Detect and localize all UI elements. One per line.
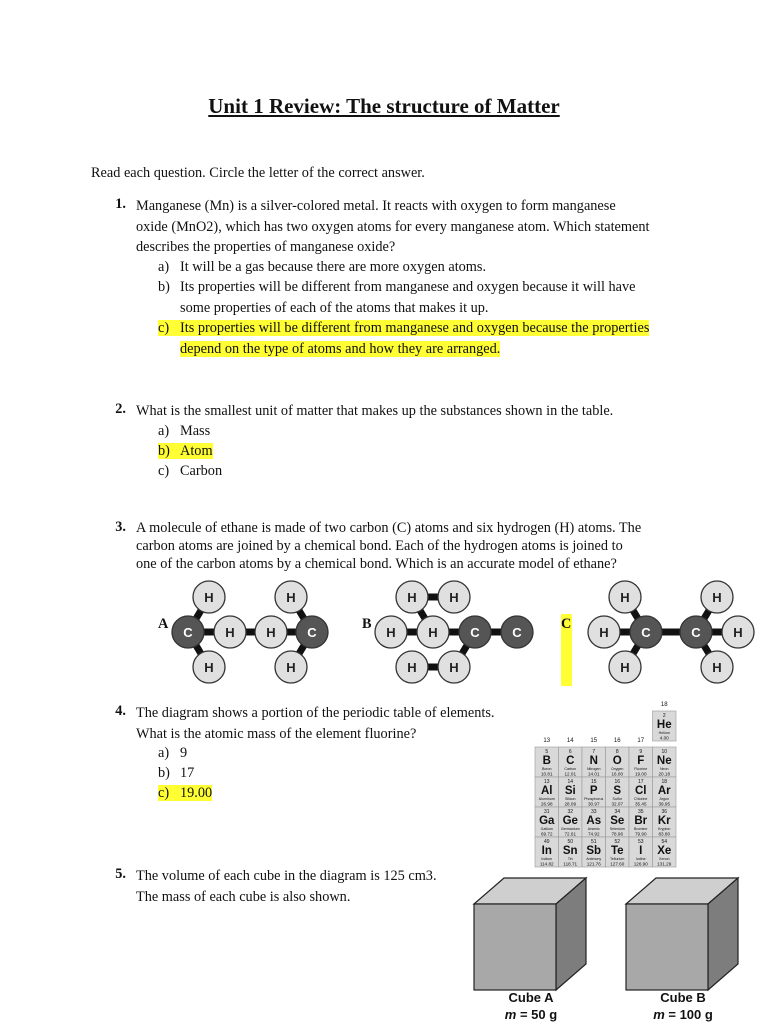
q3-line: A molecule of ethane is made of two carbon (C) atoms and six hydrogen (H) atoms. The (136, 520, 642, 536)
element-name: Aluminum (538, 797, 555, 801)
option-text: 9 (180, 745, 188, 761)
element-symbol: Xe (657, 845, 672, 857)
svg-text:H: H (204, 660, 214, 675)
model-b-hydrogen-atom (396, 581, 428, 613)
element-symbol: Se (610, 815, 625, 827)
element-symbol: O (612, 755, 622, 767)
svg-text:H: H (599, 625, 609, 640)
model-b-hydrogen-atom (396, 651, 428, 683)
element-mass: 126.90 (633, 861, 648, 867)
model-b-label[interactable]: B (362, 616, 372, 632)
element-number: 51 (590, 839, 597, 845)
cube-b-label: Cube B (660, 990, 706, 1005)
element-number: 32 (567, 809, 574, 815)
element-number: 10 (661, 749, 668, 755)
element-number: 33 (590, 809, 597, 815)
model-c-hydrogen-atom (588, 616, 620, 648)
option-text: 19.00 (180, 785, 213, 801)
element-name: Tin (567, 857, 573, 861)
element-name: Tellurium (610, 857, 625, 861)
option-text: Carbon (180, 463, 223, 479)
group-number: 18 (660, 702, 668, 708)
element-mass: 127.60 (610, 861, 625, 867)
element-name: Gallium (540, 827, 553, 831)
element-name: Sulfur (612, 797, 622, 801)
cube-b (622, 874, 747, 992)
element-symbol: Si (564, 785, 576, 797)
element-mass: 69.72 (541, 831, 553, 837)
model-c-hydrogen-atom (609, 581, 641, 613)
option-text: depend on the type of atoms and how they are arranged. (180, 340, 501, 357)
model-a-hydrogen-atom (193, 651, 225, 683)
option-text: Mass (180, 423, 211, 439)
svg-text:C: C (470, 625, 480, 640)
model-c-label[interactable]: C (561, 616, 572, 632)
element-mass: 20.18 (658, 771, 670, 777)
element-mass: 121.76 (586, 861, 601, 867)
model-a-hydrogen-atom (193, 581, 225, 613)
model-a-carbon-atom (172, 616, 204, 648)
option-text: It will be a gas because there are more oxygen atoms. (180, 259, 487, 275)
model-c-hydrogen-atom (722, 616, 754, 648)
option-letter: b) (158, 279, 170, 295)
q4-text (136, 703, 495, 744)
model-b-carbon-atom (501, 616, 533, 648)
element-name: Helium (658, 731, 670, 735)
option-text: Its properties will be different from manganese and oxygen because it will have (180, 279, 636, 295)
q2-option-b[interactable] (158, 441, 213, 462)
svg-text:C: C (691, 625, 701, 640)
q2-option-a[interactable] (158, 421, 210, 442)
element-number: 2 (662, 713, 666, 719)
q1-text (136, 196, 650, 258)
svg-text:H: H (407, 660, 417, 675)
q4-line: The diagram shows a portion of the periodic table of elements. (136, 705, 495, 721)
element-name: Germanium (560, 827, 580, 831)
q2-number: 2. (115, 401, 126, 417)
element-name: Selenium (609, 827, 625, 831)
q4-option-b[interactable] (158, 763, 194, 784)
element-number: 31 (543, 809, 550, 815)
element-mass: 131.29 (657, 861, 672, 867)
element-symbol: N (589, 755, 598, 767)
svg-text:H: H (286, 660, 296, 675)
svg-text:H: H (620, 590, 630, 605)
model-c-carbon-atom (630, 616, 662, 648)
model-a-carbon-atom (296, 616, 328, 648)
cube-a-mass: m = 50 g (504, 1007, 558, 1022)
model-b-carbon-atom (459, 616, 491, 648)
option-text: Its properties will be different from manganese and oxygen because the properties (180, 320, 650, 336)
group-number: 16 (613, 738, 621, 744)
model-c-hydrogen-atom (609, 651, 641, 683)
element-symbol: Al (541, 785, 553, 797)
element-mass: 35.45 (635, 801, 647, 807)
element-mass: 16.00 (611, 771, 623, 777)
element-name: Antimony (586, 857, 602, 861)
option-letter: c) (158, 320, 170, 336)
svg-text:H: H (286, 590, 296, 605)
option-text: Atom (180, 443, 213, 459)
option-text: some properties of each of the atoms that makes it up. (180, 299, 489, 316)
group-number: 14 (566, 738, 574, 744)
q2-option-c[interactable] (158, 461, 222, 482)
element-name: Nitrogen (586, 767, 601, 771)
group-number: 15 (590, 738, 598, 744)
element-mass: 114.82 (539, 861, 554, 867)
element-number: 53 (637, 839, 644, 845)
element-number: 52 (614, 839, 621, 845)
element-name: Boron (541, 767, 552, 771)
model-b-hydrogen-atom (417, 616, 449, 648)
q5-line: The mass of each cube is also shown. (136, 888, 351, 905)
element-number: 54 (661, 839, 668, 845)
element-symbol: C (566, 755, 575, 767)
model-a-hydrogen-atom (214, 616, 246, 648)
element-number: 9 (639, 749, 643, 755)
element-mass: 4.00 (659, 735, 669, 741)
element-symbol: Ar (657, 785, 671, 797)
element-symbol: Cl (635, 785, 647, 797)
element-symbol: Kr (657, 815, 671, 827)
element-number: 36 (661, 809, 668, 815)
q5-text (136, 866, 437, 907)
ethane-models (0, 578, 768, 688)
q1-line: oxide (MnO2), which has two oxygen atoms for every manganese atom. Which statement (136, 218, 650, 235)
option-letter: b) (158, 443, 170, 459)
svg-text:C: C (307, 625, 317, 640)
element-symbol: Te (610, 845, 624, 857)
svg-text:C: C (641, 625, 651, 640)
element-name: Phosphorus (584, 797, 604, 801)
element-number: 5 (545, 749, 549, 755)
model-c-hydrogen-atom (701, 651, 733, 683)
q1-option-b[interactable] (158, 277, 636, 318)
q4-option-c[interactable] (158, 783, 212, 804)
element-name: Argon (659, 797, 670, 801)
q1-line: describes the properties of manganese oxide? (136, 239, 396, 255)
svg-text:H: H (204, 590, 214, 605)
model-a-hydrogen-atom (275, 581, 307, 613)
svg-text:H: H (407, 590, 417, 605)
svg-text:H: H (733, 625, 743, 640)
svg-text:H: H (386, 625, 396, 640)
element-symbol: S (613, 785, 622, 797)
element-mass: 12.01 (564, 771, 576, 777)
group-number: 17 (637, 738, 645, 744)
element-name: Indium (541, 857, 553, 861)
model-b-hydrogen-atom (438, 581, 470, 613)
element-name: Arsenic (587, 827, 600, 831)
instructions: Read each question. Circle the letter of the correct answer. (91, 165, 425, 181)
element-symbol: Sn (562, 845, 578, 857)
svg-text:H: H (449, 660, 459, 675)
element-name: Chlorine (634, 797, 648, 801)
element-number: 15 (590, 779, 597, 785)
element-mass: 78.96 (611, 831, 623, 837)
cube-a (470, 874, 595, 992)
element-symbol: I (639, 845, 643, 857)
option-letter: c) (158, 463, 170, 479)
element-mass: 32.07 (611, 801, 623, 807)
q3-text (136, 519, 641, 573)
element-symbol: Ge (562, 815, 578, 827)
q2-text: What is the smallest unit of matter that makes up the substances shown in the table. (136, 403, 614, 419)
svg-text:H: H (712, 590, 722, 605)
model-a-label[interactable]: A (158, 616, 169, 632)
q1-number: 1. (115, 196, 126, 212)
element-symbol: Ga (539, 815, 555, 827)
element-mass: 14.01 (588, 771, 600, 777)
model-b-hydrogen-atom (438, 651, 470, 683)
q3-line: one of the carbon atoms by a chemical bond. Which is an accurate model of ethane? (136, 556, 617, 572)
element-mass: 19.00 (635, 771, 647, 777)
svg-text:H: H (620, 660, 630, 675)
option-letter: c) (158, 785, 170, 801)
element-number: 50 (567, 839, 574, 845)
element-number: 13 (543, 779, 550, 785)
element-symbol: As (586, 815, 602, 827)
element-mass: 26.98 (541, 801, 553, 807)
element-symbol: In (541, 845, 552, 857)
element-mass: 30.97 (588, 801, 600, 807)
element-number: 35 (637, 809, 644, 815)
element-symbol: Sb (586, 845, 602, 857)
option-letter: a) (158, 423, 170, 439)
model-a-hydrogen-atom (255, 616, 287, 648)
q4-line: What is the atomic mass of the element fluorine? (136, 725, 417, 742)
element-name: Silicon (564, 797, 576, 801)
model-c-hydrogen-atom (701, 581, 733, 613)
periodic-table-portion (530, 698, 680, 876)
element-mass: 39.95 (658, 801, 670, 807)
element-number: 8 (615, 749, 619, 755)
element-number: 18 (661, 779, 668, 785)
element-mass: 10.81 (541, 771, 553, 777)
element-symbol: Br (634, 815, 648, 827)
group-number: 13 (543, 738, 551, 744)
element-name: Oxygen (611, 767, 624, 771)
q4-number: 4. (115, 703, 126, 719)
svg-text:H: H (449, 590, 459, 605)
element-symbol: B (542, 755, 551, 767)
element-name: Xenon (659, 857, 670, 861)
element-mass: 72.61 (564, 831, 576, 837)
q1-option-c[interactable] (158, 318, 649, 359)
element-name: Carbon (564, 767, 577, 771)
q5-number: 5. (115, 866, 126, 882)
svg-text:H: H (266, 625, 276, 640)
cube-a-label: Cube A (508, 990, 554, 1005)
q4-option-a[interactable] (158, 743, 187, 764)
element-symbol: P (589, 785, 598, 797)
element-symbol: Ne (656, 755, 672, 767)
element-number: 17 (637, 779, 644, 785)
cube-b-mass: m = 100 g (653, 1007, 713, 1022)
q3-number: 3. (115, 519, 126, 535)
svg-text:C: C (512, 625, 522, 640)
element-mass: 28.09 (564, 801, 576, 807)
element-name: Iodine (635, 857, 646, 861)
element-mass: 118.71 (563, 861, 578, 867)
element-number: 7 (592, 749, 596, 755)
element-number: 14 (567, 779, 574, 785)
element-name: Neon (659, 767, 669, 771)
page-title: Unit 1 Review: The structure of Matter (208, 94, 560, 118)
element-number: 16 (614, 779, 621, 785)
q3-line: carbon atoms are joined by a chemical bond. Each of the hydrogen atoms is joined to (136, 538, 623, 554)
q1-option-a[interactable] (158, 257, 486, 278)
q5-line: The volume of each cube in the diagram is 125 cm3. (136, 868, 437, 884)
element-number: 49 (543, 839, 550, 845)
element-mass: 79.90 (635, 831, 647, 837)
element-name: Fluorine (634, 767, 648, 771)
svg-text:H: H (712, 660, 722, 675)
option-text: 17 (180, 765, 195, 781)
option-letter: b) (158, 765, 170, 781)
element-symbol: F (637, 755, 645, 767)
element-mass: 74.92 (588, 831, 600, 837)
element-symbol: He (656, 719, 672, 731)
svg-text:H: H (428, 625, 438, 640)
element-number: 6 (568, 749, 572, 755)
q1-line: Manganese (Mn) is a silver-colored metal. It reacts with oxygen to form manganese (136, 198, 616, 214)
model-a-hydrogen-atom (275, 651, 307, 683)
element-number: 34 (614, 809, 621, 815)
element-name: Krypton (658, 827, 671, 831)
model-c-carbon-atom (680, 616, 712, 648)
element-name: Bromine (634, 827, 648, 831)
option-letter: a) (158, 259, 170, 275)
model-b-hydrogen-atom (375, 616, 407, 648)
option-letter: a) (158, 745, 170, 761)
svg-text:C: C (183, 625, 193, 640)
svg-text:H: H (225, 625, 235, 640)
element-mass: 83.80 (658, 831, 670, 837)
